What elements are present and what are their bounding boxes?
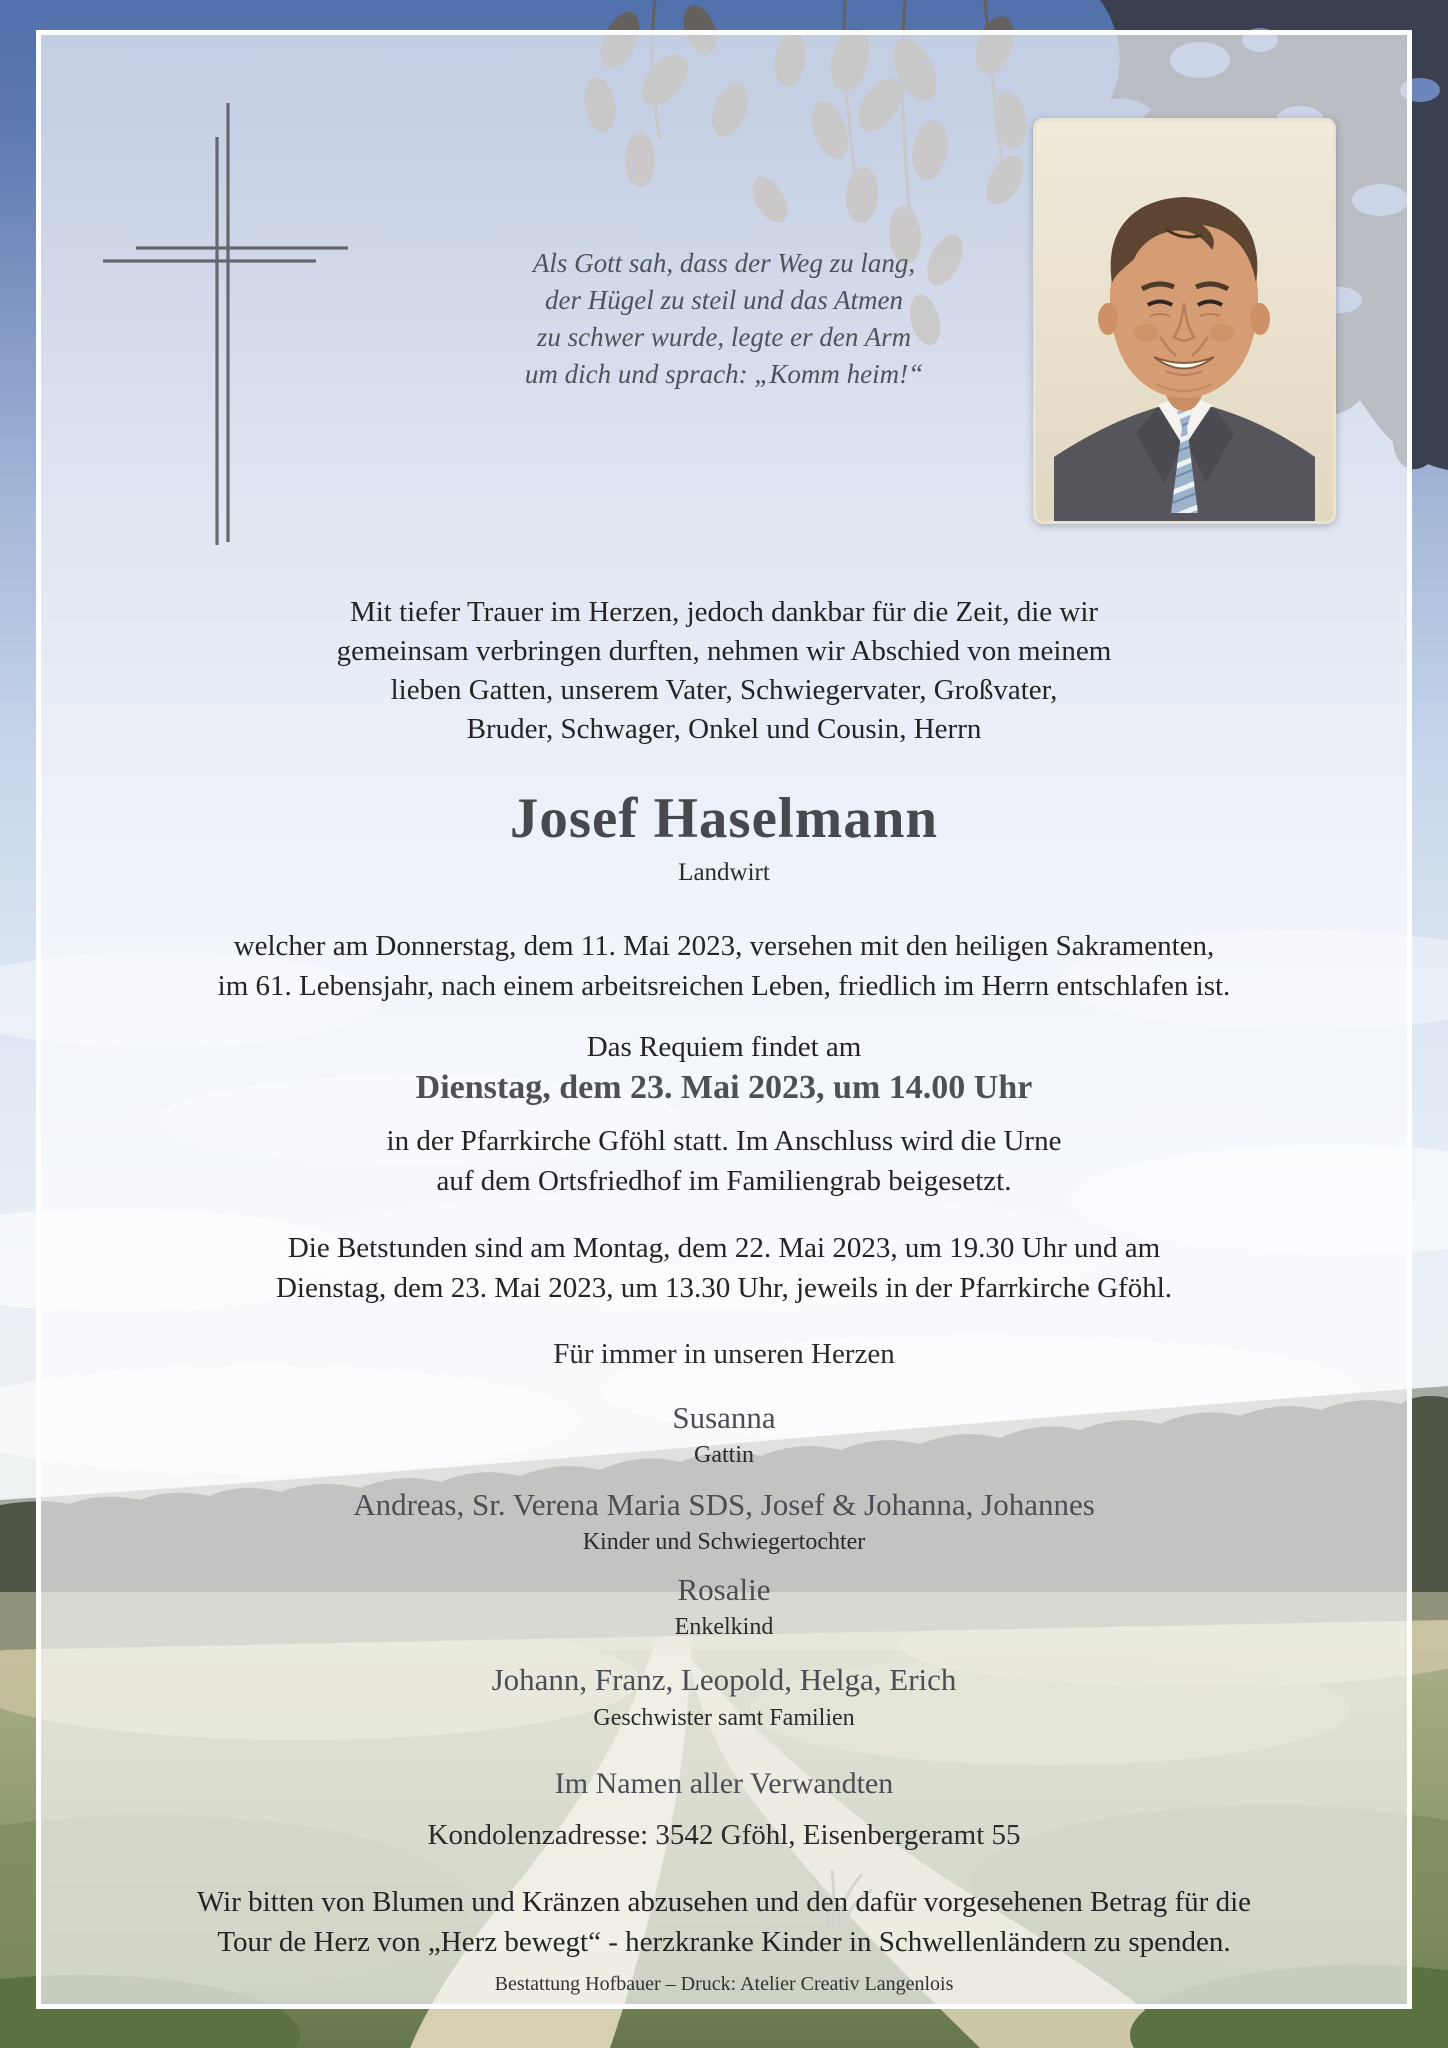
mourner-relation: Enkelkind xyxy=(674,1614,774,1640)
requiem-location xyxy=(0,1121,1448,1201)
death-details-line: im 61. Lebensjahr, nach einem arbeitsreichen Leben, friedlich im Herrn entschlafen ist. xyxy=(217,970,1231,1002)
intro-paragraph xyxy=(0,593,1448,749)
betstunden-line: Dienstag, dem 23. Mai 2023, um 13.30 Uhr, jeweils in der Pfarrkirche Gföhl. xyxy=(275,1272,1173,1304)
betstunden-details xyxy=(0,1228,1448,1308)
donation-line: Tour de Herz von „Herz bewegt“ - herzkranke Kinder in Schwellenländern zu spenden. xyxy=(217,1926,1231,1958)
death-details-line: welcher am Donnerstag, dem 11. Mai 2023, versehen mit den heiligen Sakramenten, xyxy=(233,930,1215,962)
betstunden-line: Die Betstunden sind am Montag, dem 22. Mai 2023, um 19.30 Uhr und am xyxy=(287,1232,1161,1264)
mourner-group xyxy=(0,1572,1448,1641)
closing-line: Im Namen aller Verwandten xyxy=(554,1767,894,1800)
mourner-relation: Gattin xyxy=(694,1442,754,1468)
intro-line: gemeinsam verbringen durften, nehmen wir Abschied von meinem xyxy=(336,635,1112,667)
mourner-names: Susanna xyxy=(672,1400,776,1435)
condolence-address: Kondolenzadresse: 3542 Gföhl, Eisenbergeramt 55 xyxy=(427,1819,1021,1851)
intro-line: lieben Gatten, unserem Vater, Schwiegervater, Großvater, xyxy=(390,674,1058,706)
requiem-intro: Das Requiem findet am xyxy=(586,1031,862,1063)
quote-line: um dich und sprach: „Komm heim!“ xyxy=(524,359,924,389)
mourner-group xyxy=(0,1487,1448,1556)
deceased-profession: Landwirt xyxy=(678,859,770,886)
farewell-heading: Für immer in unseren Herzen xyxy=(553,1338,895,1370)
memorial-quote xyxy=(0,245,1448,393)
donation-request xyxy=(0,1882,1448,1962)
intro-line: Mit tiefer Trauer im Herzen, jedoch dankbar für die Zeit, die wir xyxy=(349,596,1099,628)
mourner-relation: Kinder und Schwiegertochter xyxy=(582,1529,866,1555)
mourner-names: Johann, Franz, Leopold, Helga, Erich xyxy=(491,1662,957,1697)
quote-line: der Hügel zu steil und das Atmen xyxy=(545,285,903,315)
quote-line: Als Gott sah, dass der Weg zu lang, xyxy=(532,248,916,278)
requiem-location-line: in der Pfarrkirche Gföhl statt. Im Anschluss wird die Urne xyxy=(386,1125,1062,1157)
mourner-group xyxy=(0,1400,1448,1469)
requiem-datetime: Dienstag, dem 23. Mai 2023, um 14.00 Uhr xyxy=(415,1069,1033,1106)
intro-line: Bruder, Schwager, Onkel und Cousin, Herrn xyxy=(466,713,982,745)
requiem-location-line: auf dem Ortsfriedhof im Familiengrab beigesetzt. xyxy=(436,1165,1012,1197)
mourner-names: Andreas, Sr. Verena Maria SDS, Josef & Johanna, Johannes xyxy=(353,1487,1095,1522)
death-details xyxy=(0,926,1448,1006)
deceased-name: Josef Haselmann xyxy=(509,787,939,850)
mourner-names: Rosalie xyxy=(677,1572,771,1607)
quote-line: zu schwer wurde, legte er den Arm xyxy=(536,322,912,352)
mourner-group xyxy=(0,1662,1448,1732)
mourner-relation: Geschwister samt Familien xyxy=(593,1705,855,1731)
print-credit: Bestattung Hofbauer – Druck: Atelier Creativ Langenlois xyxy=(494,1973,954,1995)
donation-line: Wir bitten von Blumen und Kränzen abzusehen und den dafür vorgesehenen Betrag für die xyxy=(196,1886,1252,1918)
